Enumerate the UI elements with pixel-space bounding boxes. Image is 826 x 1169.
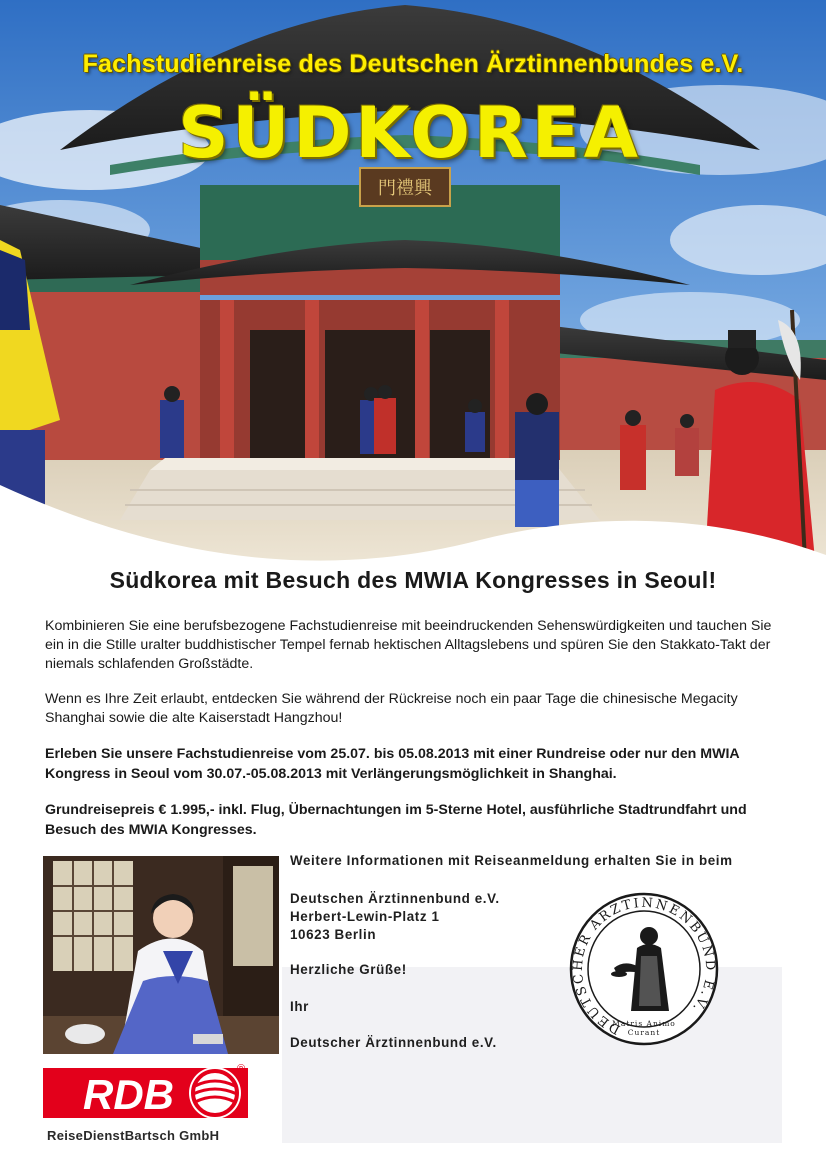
- hanbok-photo: [43, 856, 279, 1054]
- intro-paragraph: Kombinieren Sie eine berufsbezogene Fachstudienreise mit beeindruckenden Sehenswürdigkeiten und tauchen Sie ein in die Stille uralter buddhistischer Tempel fernab hektischen Alltagslebens und spüren Sie den Stakkato-Takt der niemals schlafenden Großstädte.: [45, 618, 772, 672]
- hero-subtitle: Fachstudienreise des Deutschen Ärztinnenbundes e.V.: [82, 50, 744, 78]
- aerztinnenbund-seal: [569, 876, 719, 1046]
- rdb-logo: [43, 1062, 248, 1146]
- logo-letters: RDB: [83, 1071, 174, 1118]
- seal-motto-line2: Curant: [627, 1028, 661, 1037]
- greeting: Herzliche Grüße!: [290, 962, 407, 977]
- page-headline: Südkorea mit Besuch des MWIA Kongresses in Seoul!: [109, 567, 717, 593]
- address-city: 10623 Berlin: [290, 927, 377, 942]
- seal-ring-text: DEUTSCHER ÄRZTINNENBUND E.V.: [570, 895, 718, 1037]
- registered-mark: ®: [237, 1063, 246, 1075]
- seal-motto-line1: Matris Animo: [612, 1019, 676, 1028]
- hero-title: SÜDKOREA: [178, 92, 642, 174]
- hero-image: [0, 0, 826, 575]
- palace-photo: [0, 0, 826, 575]
- dates-paragraph: Erleben Sie unsere Fachstudienreise vom 25.07. bis 05.08.2013 mit einer Rundreise oder nur den MWIA Kongress in Seoul vom 30.07.-05.08.2013 mit Verlängerungsmöglichkeit in Shanghai.: [45, 746, 740, 782]
- price-paragraph: Grundreisepreis € 1.995,- inkl. Flug, Übernachtungen im 5-Sterne Hotel, ausführliche Stadtrundfahrt und Besuch des MWIA Kongresses.: [45, 802, 747, 838]
- gate-sign: 門禮興: [378, 178, 432, 199]
- closing-word: Ihr: [290, 999, 309, 1014]
- logo-caption: ReiseDienstBartsch GmbH: [47, 1128, 220, 1143]
- info-line: Weitere Informationen mit Reiseanmeldung erhalten Sie in beim: [290, 853, 733, 868]
- signature: Deutscher Ärztinnenbund e.V.: [290, 1035, 497, 1050]
- address-street: Herbert-Lewin-Platz 1: [290, 909, 440, 924]
- address-organization: Deutschen Ärztinnenbund e.V.: [290, 891, 500, 906]
- extension-paragraph: Wenn es Ihre Zeit erlaubt, entdecken Sie während der Rückreise noch ein paar Tage die chinesische Megacity Shanghai sowie die alte Kaiserstadt Hangzhou!: [45, 691, 738, 726]
